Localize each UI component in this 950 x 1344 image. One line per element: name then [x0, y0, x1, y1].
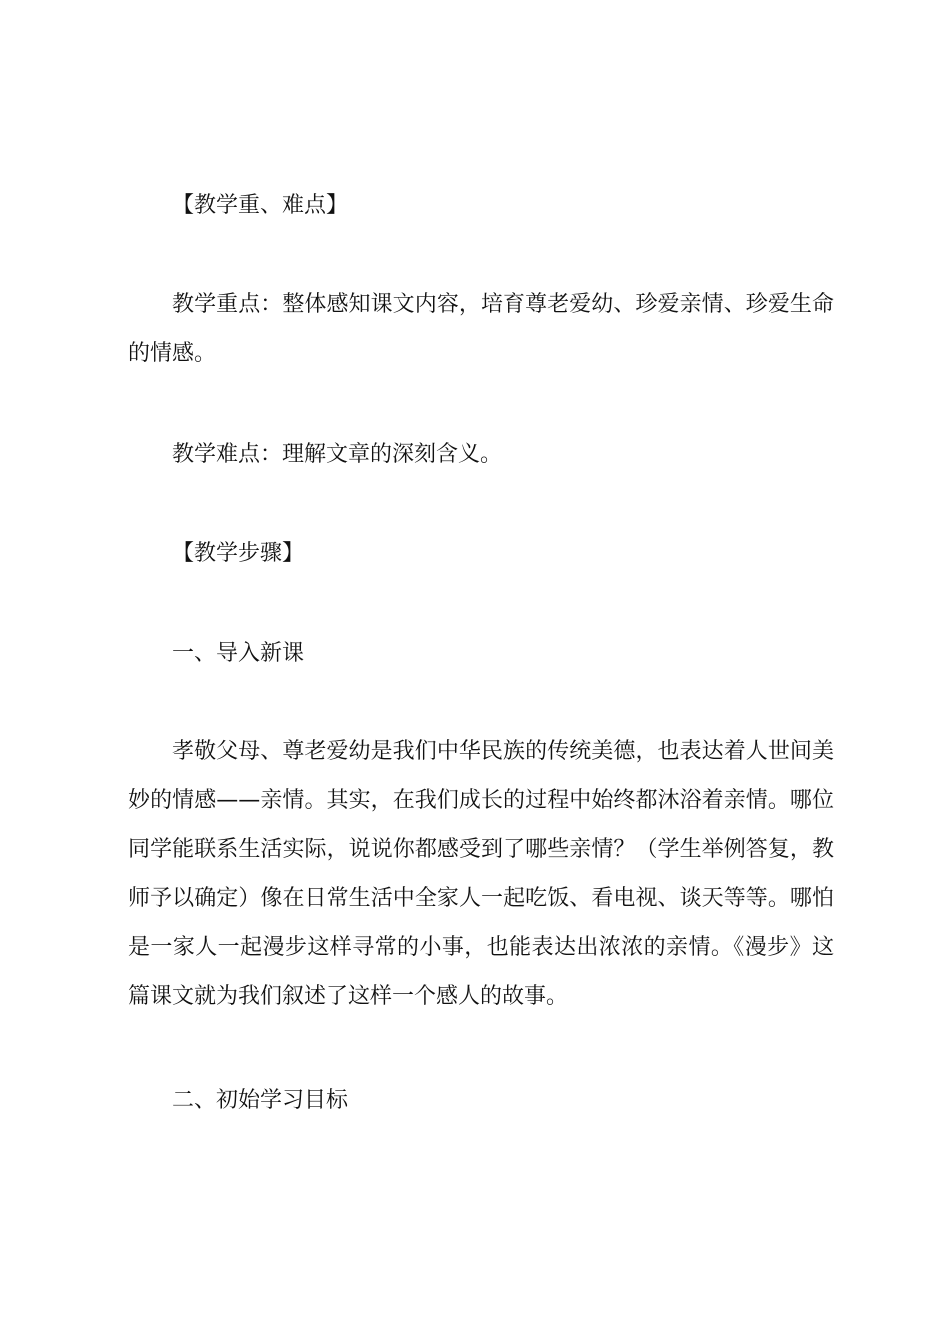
section-one-title: 一、导入新课 — [172, 641, 305, 666]
section-one-body: 孝敬父母、尊老爱幼是我们中华民族的传统美德，也表达着人世间美妙的情感——亲情。其实，在我们成长的过程中始终都沐浴着亲情。哪位同学能联系生活实际，说说你都感受到了哪些亲情？（学生举例答复，教师予以确定）像在日常生活中全家人一起吃饭、看电视、谈天等等。哪怕是一家人一起漫步这样寻常的小事，也能表达出浓浓的亲情。《漫步》这篇课文就为我们叙述了这样一个感人的故事。 — [128, 739, 834, 1009]
section-two-title: 二、初始学习目标 — [172, 1088, 349, 1113]
heading-teaching-steps: 【教学步骤】 — [172, 541, 305, 566]
heading-key-points: 【教学重、难点】 — [172, 193, 349, 218]
difficult-point-paragraph: 教学难点：理解文章的深刻含义。 — [172, 442, 503, 467]
key-point-paragraph: 教学重点：整体感知课文内容，培育尊老爱幼、珍爱亲情、珍爱生命的情感。 — [128, 292, 834, 366]
